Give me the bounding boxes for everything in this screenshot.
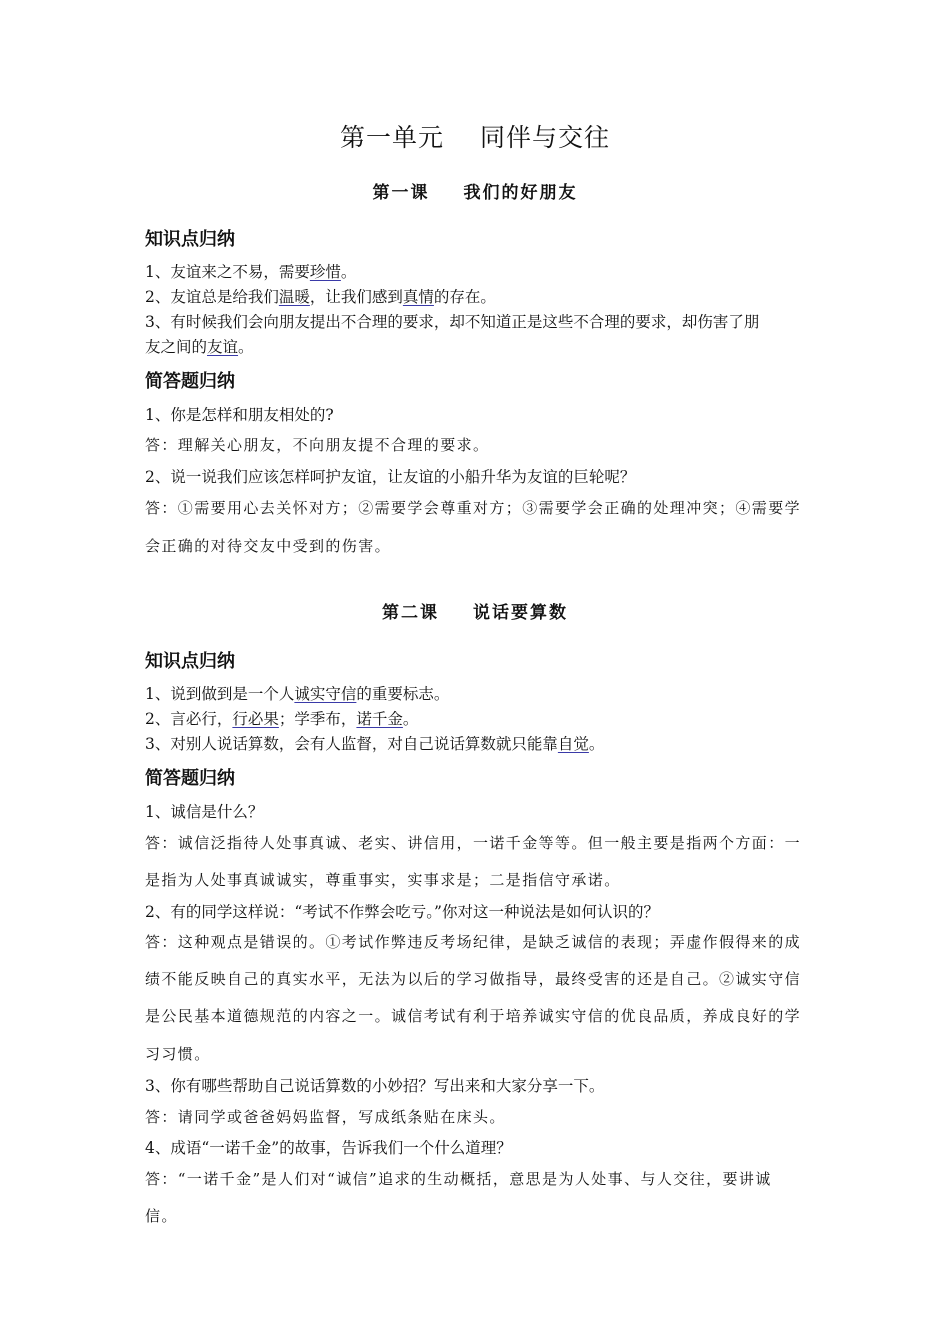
lesson1-knowledge-heading: 知识点归纳 (145, 229, 235, 250)
underlined-term: 温暖 (278, 288, 310, 306)
lesson2-question-4: 4、成语“一诺千金”的故事，告诉我们一个什么道理？ (145, 1139, 512, 1157)
lesson1-question-1: 1、你是怎样和朋友相处的? (145, 406, 334, 424)
lesson2-knowledge-3: 3、对别人说话算数，会有人监督，对自己说话算数就只能靠自觉。 (145, 735, 605, 753)
underlined-term: 珍惜 (309, 263, 341, 281)
underlined-term: 真情 (402, 288, 434, 306)
lesson2-answer-3: 答：请同学或爸爸妈妈监督，写成纸条贴在床头。 (145, 1108, 506, 1126)
unit-name: 同伴与交往 (480, 123, 611, 152)
lesson2-answer-2-line1: 答：这种观点是错误的。①考试作弊违反考场纪律，是缺乏诚信的表现；弄虚作假得来的成 (145, 933, 802, 951)
underlined-term: 诺千金 (356, 710, 403, 728)
underlined-term: 自觉 (557, 735, 589, 753)
lesson2-question-1: 1、诚信是什么？ (145, 803, 264, 821)
lesson1-answer-1: 答：理解关心朋友，不向朋友提不合理的要求。 (145, 436, 490, 454)
lesson2-qa-heading: 简答题归纳 (145, 768, 235, 789)
lesson1-answer-2-line2: 会正确的对待交友中受到的伤害。 (145, 537, 392, 555)
lesson1-label: 第一课 (372, 183, 430, 203)
lesson1-answer-2-line1: 答：①需要用心去关怀对方；②需要学会尊重对方；③需要学会正确的处理冲突；④需要学 (145, 499, 802, 517)
unit-label: 第一单元 (339, 123, 444, 152)
lesson2-answer-4-line1: 答：“一诺千金”是人们对“诚信”追求的生动概括，意思是为人处事、与人交往，要讲诚 (145, 1170, 772, 1188)
lesson2-label: 第二课 (382, 603, 439, 623)
underlined-term: 行必果 (232, 710, 279, 728)
lesson1-name: 我们的好朋友 (463, 183, 578, 203)
underlined-term: 诚实守信 (294, 685, 357, 703)
lesson2-answer-1-line2: 是指为人处事真诚诚实，尊重事实，实事求是；二是指信守承诺。 (145, 871, 621, 889)
lesson2-answer-2-line4: 习习惯。 (145, 1045, 211, 1063)
lesson1-question-2: 2、说一说我们应该怎样呵护友谊，让友谊的小船升华为友谊的巨轮呢？ (145, 468, 636, 486)
lesson2-question-2: 2、有的同学这样说：“考试不作弊会吃亏。”你对这一种说法是如何认识的？ (145, 903, 659, 921)
lesson1-qa-heading: 简答题归纳 (145, 371, 235, 392)
lesson2-question-3: 3、你有哪些帮助自己说话算数的小妙招？写出来和大家分享一下。 (145, 1077, 605, 1095)
lesson1-knowledge-2: 2、友谊总是给我们温暖，让我们感到真情的存在。 (145, 288, 496, 306)
lesson1-knowledge-1: 1、友谊来之不易，需要珍惜。 (145, 263, 357, 281)
lesson2-knowledge-1: 1、说到做到是一个人诚实守信的重要标志。 (145, 685, 450, 703)
unit-title (0, 118, 950, 154)
lesson2-answer-1-line1: 答：诚信泛指待人处事真诚、老实、讲信用，一诺千金等等。但一般主要是指两个方面：一 (145, 834, 802, 852)
lesson2-title (0, 598, 950, 623)
lesson2-knowledge-2: 2、言必行，行必果；学季布，诺千金。 (145, 710, 419, 728)
lesson2-knowledge-heading: 知识点归纳 (145, 651, 235, 672)
lesson1-knowledge-3-line1: 3、有时候我们会向朋友提出不合理的要求，却不知道正是这些不合理的要求，却伤害了朋 (145, 313, 760, 331)
underlined-term: 友谊 (207, 338, 239, 356)
lesson1-title (0, 178, 950, 203)
lesson2-answer-2-line3: 是公民基本道德规范的内容之一。诚信考试有利于培养诚实守信的优良品质，养成良好的学 (145, 1007, 802, 1025)
lesson2-answer-2-line2: 绩不能反映自己的真实水平，无法为以后的学习做指导，最终受害的还是自己。②诚实守信 (145, 970, 802, 988)
lesson1-knowledge-3-line2: 友之间的友谊。 (145, 338, 254, 356)
lesson2-name: 说话要算数 (473, 603, 568, 623)
lesson2-answer-4-line2: 信。 (145, 1207, 178, 1225)
